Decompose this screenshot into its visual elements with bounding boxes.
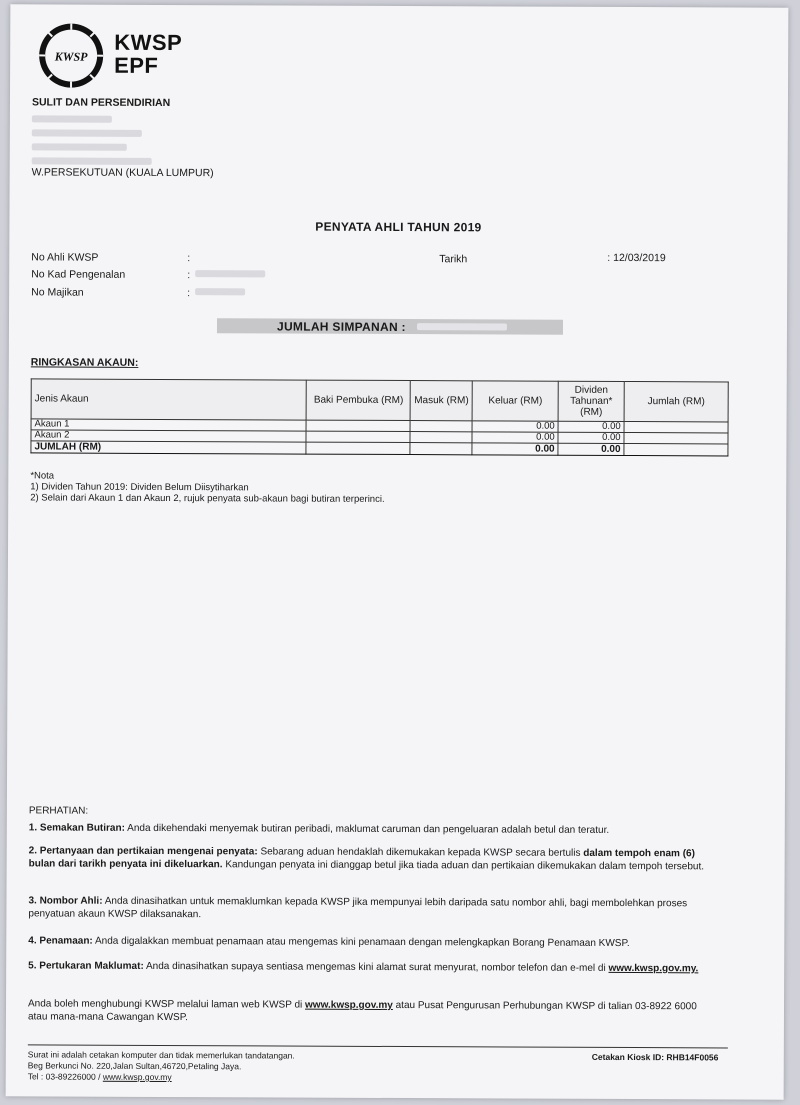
notice-5: 5. Pertukaran Maklumat: Anda dinasihatkan supaya sentiasa mengemas kini alamat surat menyurat, nombor telefon dan e-mel di www.kwsp.gov.my. — [28, 960, 699, 975]
kwsp-website-link[interactable]: www.kwsp.gov.my. — [608, 962, 699, 975]
notice-3: 3. Nombor Ahli: Anda dinasihatkan untuk memaklumkan kepada KWSP jika mempunyai lebih daripada satu nombor ahli, bagi membolehkan proses penyatuan akaun KWSP dilaksanakan. — [28, 895, 688, 921]
member-no-label: No Ahli KWSP — [31, 251, 99, 264]
col-dividen: Dividen Tahunan* (RM) — [558, 381, 624, 421]
kwsp-website-link[interactable]: www.kwsp.gov.my — [305, 999, 393, 1011]
colon: : — [187, 287, 191, 300]
statement-title: PENYATA AHLI TAHUN 2019 — [315, 219, 482, 235]
redacted-cell — [410, 443, 472, 455]
account-summary-table — [30, 378, 728, 456]
redacted-cell — [624, 443, 728, 455]
confidential-label: SULIT DAN PERSENDIRIAN — [31, 96, 171, 110]
row-label: Akaun 2 — [31, 430, 307, 442]
redacted-cell — [624, 432, 728, 443]
notes — [30, 470, 385, 505]
col-jumlah: Jumlah (RM) — [624, 381, 728, 421]
address-last-line: W.PERSEKUTUAN (KUALA LUMPUR) — [31, 166, 214, 180]
notice-2: 2. Pertanyaan dan pertikaian mengenai penyata: Sebarang aduan hendaklah dikemukakan kepada KWSP secara bertulis dalam tempoh enam (6) bulan dari tarikh penyata ini dikeluarkan. Kandungan penyata ini dianggap betul jika tiada aduan dan pertikaian dikemukakan dalam tempoh tersebut. — [28, 845, 705, 873]
kwsp-logo — [34, 20, 112, 90]
ic-label: No Kad Pengenalan — [31, 268, 126, 281]
notice-4: 4. Penamaan: Anda digalakkan membuat penamaan atau mengemas kini penamaan dengan melengkapkan Borang Penamaan KWSP. — [28, 935, 630, 950]
redacted-address — [32, 143, 127, 150]
date-label: Tarikh — [439, 253, 468, 266]
kwsp-emblem-icon — [34, 20, 112, 90]
col-keluar: Keluar (RM) — [472, 381, 558, 421]
redacted-ic — [195, 270, 265, 277]
statement-page — [6, 4, 789, 1099]
dividen-value: 0.00 — [558, 432, 624, 443]
contact-info: Anda boleh menghubungi KWSP melalui laman web KWSP di www.kwsp.gov.my atau Pusat Pengurusan Perhubungan KWSP di talian 03-8922 6000 atau mana-mana Cawangan KWSP. — [27, 998, 697, 1024]
redacted-cell — [410, 432, 472, 443]
row-label: Akaun 1 — [31, 419, 307, 431]
date-value: : 12/03/2019 — [607, 251, 666, 265]
redacted-cell — [624, 421, 728, 432]
footer-divider — [28, 1044, 728, 1048]
colon: : — [187, 252, 191, 265]
svg-text:KWSP: KWSP — [54, 49, 88, 64]
redacted-name — [32, 115, 112, 122]
perhatian-title: PERHATIAN: — [28, 805, 89, 817]
notes-title: *Nota — [30, 470, 55, 482]
footer-website-link[interactable]: www.kwsp.gov.my — [102, 1071, 172, 1083]
total-label: JUMLAH (RM) — [31, 441, 307, 454]
jumlah-simpanan-label: JUMLAH SIMPANAN : — [276, 319, 406, 335]
redacted-employer — [195, 288, 245, 295]
employer-label: No Majikan — [31, 286, 84, 299]
dividen-value: 0.00 — [558, 421, 624, 432]
redacted-cell — [306, 442, 410, 454]
footer-info: Surat ini adalah cetakan komputer dan tidak memerlukan tandatangan. Beg Berkunci No. 220,Jalan Sultan,46720,Petaling Jaya. Tel : 03-89226000 / www.kwsp.gov.my — [27, 1049, 295, 1083]
summary-heading: RINGKASAN AKAUN: — [30, 356, 139, 369]
keluar-value: 0.00 — [472, 421, 558, 432]
keluar-value: 0.00 — [472, 432, 558, 443]
col-masuk: Masuk (RM) — [410, 381, 472, 421]
redacted-cell — [410, 421, 472, 432]
kiosk-id: Cetakan Kiosk ID: RHB14F0056 — [591, 1051, 719, 1063]
redacted-cell — [306, 420, 410, 431]
redacted-address — [32, 157, 152, 165]
total-row — [31, 441, 728, 456]
redacted-address — [32, 129, 142, 136]
col-baki-pembuka: Baki Pembuka (RM) — [307, 380, 411, 420]
total-dividen: 0.00 — [558, 443, 624, 455]
col-jenis-akaun: Jenis Akaun — [31, 379, 307, 420]
notice-1: 1. Semakan Butiran: Anda dikehendaki menyemak butiran peribadi, maklumat caruman dan pengeluaran adalah betul dan teratur. — [28, 822, 610, 836]
redacted-total — [417, 323, 507, 330]
redacted-cell — [306, 431, 410, 442]
note-1: 1) Dividen Tahun 2019: Dividen Belum Diisytiharkan — [30, 481, 249, 494]
total-keluar: 0.00 — [472, 443, 558, 455]
note-2: 2) Selain dari Akaun 1 dan Akaun 2, rujuk penyata sub-akaun bagi butiran terperinci. — [30, 492, 385, 505]
colon: : — [187, 269, 191, 282]
brand-name: KWSP EPF — [114, 29, 183, 78]
